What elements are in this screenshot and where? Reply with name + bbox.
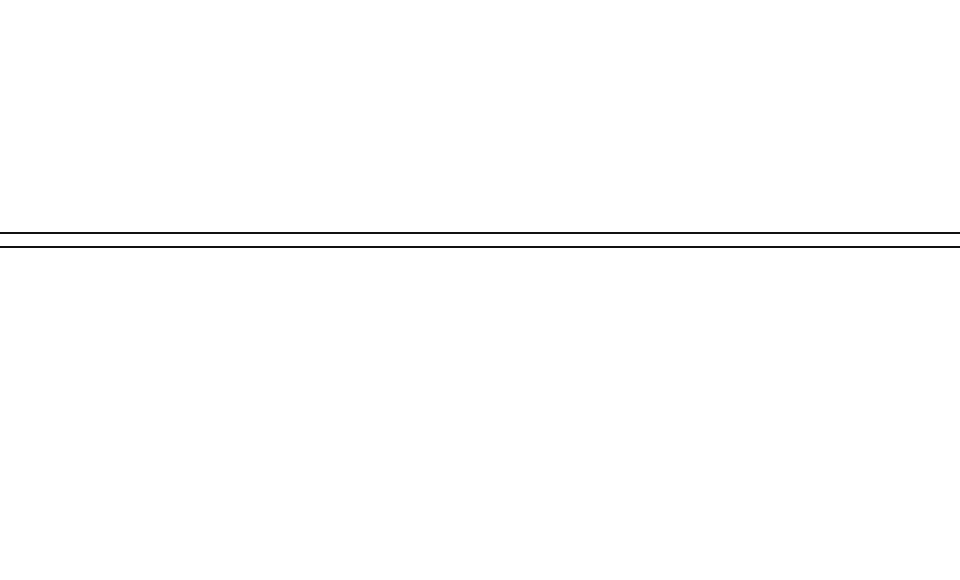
section-heading xyxy=(0,232,960,248)
